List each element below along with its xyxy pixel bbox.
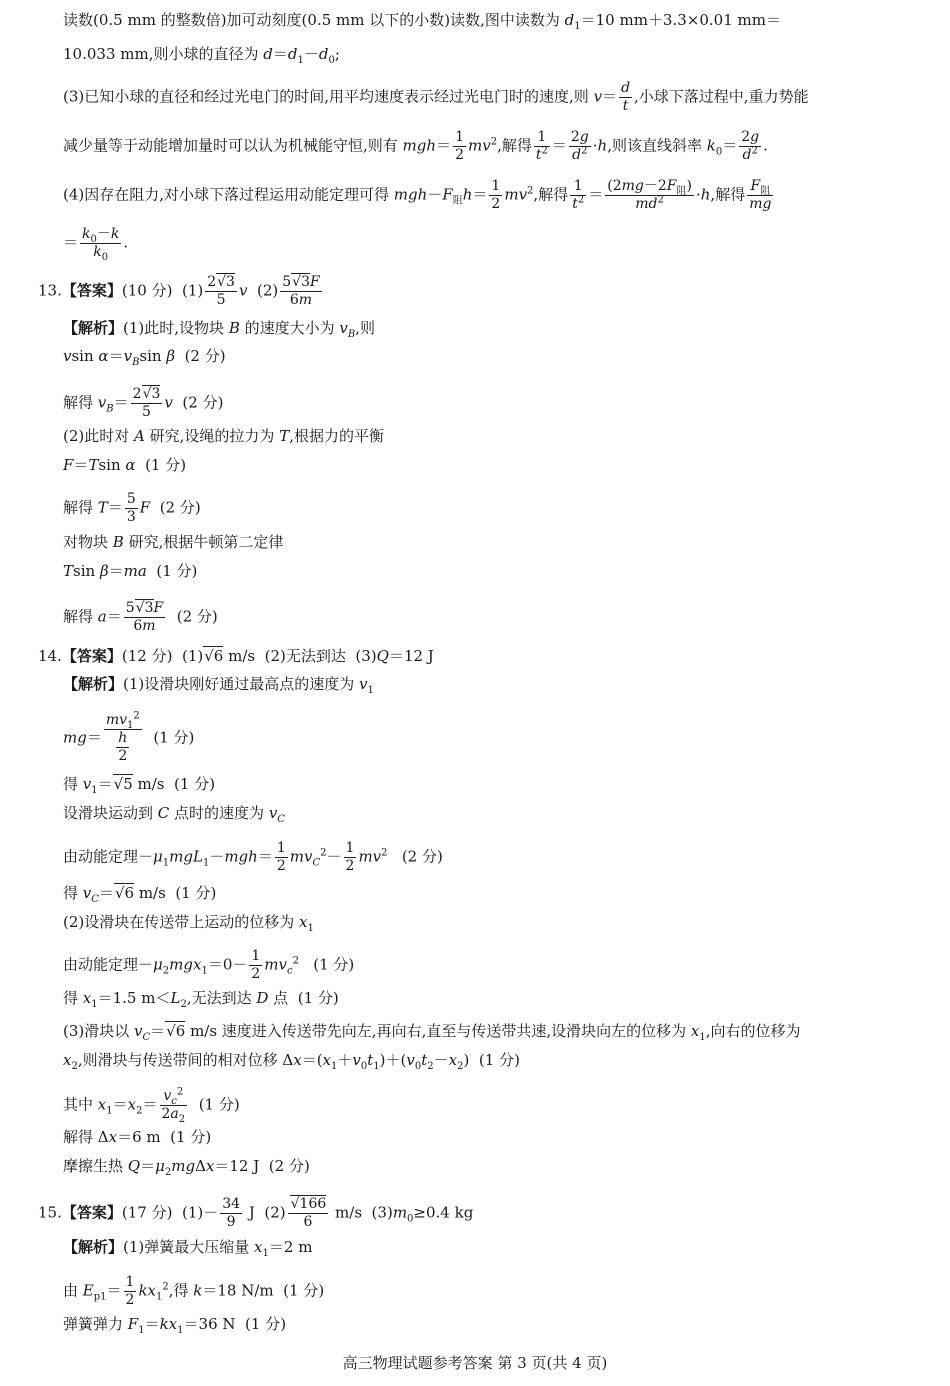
text-line: (2)设滑块在传送带上运动的位移为 $x_1$ [63,913,314,934]
text-line: (3)已知小球的直径和经过光电门的时间,用平均速度表示经过光电门时的速度,则 v＝ $\frac{d}{t}$ ,小球下落过程中,重力势能 [63,80,809,114]
text-line: 由 $E_{p1}=$ $\frac{1}{2}$ $kx_1^2$,得 k＝18 N/m (1 分) [63,1274,325,1308]
text-line: 减少量等于动能增加量时可以认为机械能守恒,则有 mgh＝ $\frac{1}{2}$ $mv^2$,解得 $\frac{1}{t^2}$ ＝ $\frac{2g}{d^2}$ ·h,则该直线斜率 $k_0=$ $\frac{2g}{d^2}$ . [63,129,768,163]
text-line: 弹簧弹力 $F_1=kx_1=36$ N (1 分) [63,1315,287,1336]
text-line: 由动能定理$-\mu_1mgL_1-mgh=$ $\frac{1}{2}$ $mv_C^2-$ $\frac{1}{2}$ $mv^2$ (2 分) [63,840,443,874]
question-14-answer: 14.【答案】(12 分) (1)√6 m/s (2)无法到达 (3)Q＝12 J [38,647,434,665]
text-line: 由动能定理$-\mu_2mgx_1=0-$ $\frac{1}{2}$ $mv_c^2$ (1 分) [63,948,355,982]
question-15-answer: 15.【答案】(17 分) (1)－ $\frac{34}{9}$ J (2) $\frac{√166}{6}$ m/s $(3)m_0\ge 0.4$ kg [38,1196,474,1230]
text-line: ＝ $\frac{k_0-k}{k_0}$ . [63,226,129,263]
text-line: 摩擦生热 $Q=\mu_2mg\Delta x=12$ J (2 分) [63,1157,310,1178]
text-line: 解得 Δx＝6 m (1 分) [63,1128,212,1146]
text-line: 解得 $v_B=$ $\frac{2√3}{5}$ v (2 分) [63,386,224,420]
question-13-answer: 13.【答案】(10 分) (1) $\frac{2√3}{5}$ v (2) $\frac{5√3F}{6m}$ [38,274,320,308]
text-line: 【解析】(1)设滑块刚好通过最高点的速度为 $v_1$ [63,675,374,696]
text-line: F＝Tsin α (1 分) [63,456,187,474]
text-line: (4)因存在阻力,对小球下落过程运用动能定理可得 $mgh-F_阻h=$ $\frac{1}{2}$ $mv^2$,解得 $\frac{1}{t^2}$ ＝ $\frac{(2mg-2F_阻)}{md^2}$ ·h,解得 $\frac{F_阻}{mg}$ [63,178,772,212]
text-line: 【解析】(1)此时,设物块 B 的速度大小为 $v_B$,则 [63,319,376,340]
text-line: 解得 a＝ $\frac{5√3F}{6m}$ (2 分) [63,600,218,634]
text-line: 得 $v_1=√5$ m/s (1 分) [63,775,216,796]
text-line: 【解析】(1)弹簧最大压缩量 $x_1=2$ m [63,1238,313,1259]
text-line: mg＝ $\frac{mv_1^2}{\frac{h}{2}}$ (1 分) [63,710,195,764]
text-line: 其中 $x_1=x_2=$ $\frac{v_c^2}{2a_2}$ (1 分) [63,1086,240,1125]
page-footer: 高三物理试题参考答案 第 3 页(共 4 页) [342,1354,608,1372]
text-line: Tsin β＝ma (1 分) [63,562,198,580]
text-line: vsin $\alpha=v_B\sin$ β (2 分) [63,347,226,368]
text-line: 得 $x_1=1.5$ $m<L_2$,无法到达 D 点 (1 分) [63,989,339,1010]
text-line: $x_2$,则滑块与传送带间的相对位移 $\Delta x=(x_1+v_0t_1)+(v_0t_2-x_2)$ (1 分) [63,1051,520,1072]
text-line: 设滑块运动到 C 点时的速度为 $v_C$ [63,804,285,825]
text-line: 解得 T＝ $\frac{5}{3}$ F (2 分) [63,491,201,525]
text-line: 10.033 mm,则小球的直径为 $d=d_1-d_0$; [63,45,340,66]
text-line: 读数(0.5 mm 的整数倍)加可动刻度(0.5 mm 以下的小数)读数,图中读数为 $d_1=10$ mm＋3.3×0.01 mm＝ [63,11,781,32]
text-line: 得 $v_C=√6$ m/s (1 分) [63,884,217,905]
text-line: (2)此时对 A 研究,设绳的拉力为 T,根据力的平衡 [63,427,384,445]
text-line: (3)滑块以 $v_C=√6$ m/s 速度进入传送带先向左,再向右,直至与传送带共速,设滑块向左的位移为 $x_1$,向右的位移为 [63,1022,801,1043]
text-line: 对物块 B 研究,根据牛顿第二定律 [63,533,284,551]
